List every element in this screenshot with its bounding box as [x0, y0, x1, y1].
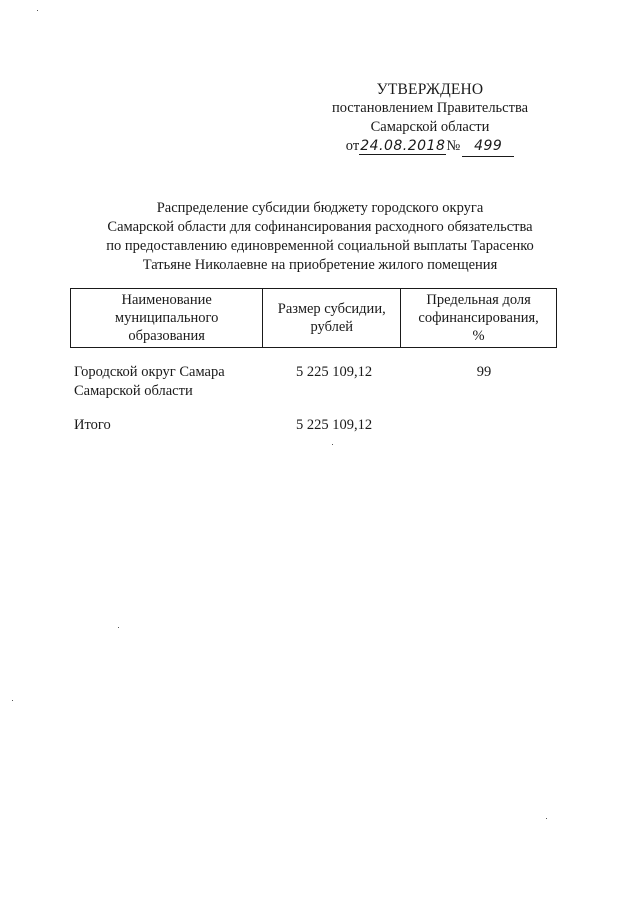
- total-label: Итого: [74, 417, 111, 433]
- scan-speck: [332, 444, 333, 445]
- approved-heading: УТВЕРЖДЕНО: [376, 81, 484, 98]
- date-prefix: от: [345, 138, 360, 154]
- subsidy-amount: 5 225 109,12: [296, 364, 373, 380]
- municipality-name: Городской округ Самара Самарской области: [74, 364, 225, 399]
- column-header-municipality: Наименование муниципального образования: [71, 289, 263, 348]
- title-line: Распределение субсидии бюджету городского округа: [156, 200, 484, 216]
- scan-speck: [37, 10, 38, 11]
- document-title: [60, 199, 580, 275]
- distribution-table-header: [70, 288, 557, 348]
- approved-by-line: постановлением Правительства: [331, 100, 529, 116]
- scan-speck: [546, 818, 547, 819]
- title-line: по предоставлению единовременной социальной выплаты Тарасенко: [106, 238, 534, 254]
- cofinancing-share: 99: [476, 364, 492, 380]
- approved-region-line: Самарской области: [370, 119, 490, 135]
- title-line: Самарской области для софинансирования расходного обязательства: [107, 219, 533, 235]
- column-header-subsidy-amount: Размер субсидии, рублей: [263, 289, 401, 348]
- scan-speck: [12, 700, 13, 701]
- approved-date-line: [305, 137, 555, 157]
- handwritten-date: 24.08.2018: [360, 138, 446, 154]
- scan-speck: [118, 627, 119, 628]
- handwritten-number: 499: [462, 137, 514, 157]
- title-line: Татьяне Николаевне на приобретение жилого помещения: [142, 257, 498, 273]
- number-prefix: №: [446, 138, 461, 154]
- approval-block: [305, 80, 555, 157]
- column-header-cofinancing-share: Предельная доля софинансирования, %: [401, 289, 557, 348]
- total-amount: 5 225 109,12: [296, 417, 373, 433]
